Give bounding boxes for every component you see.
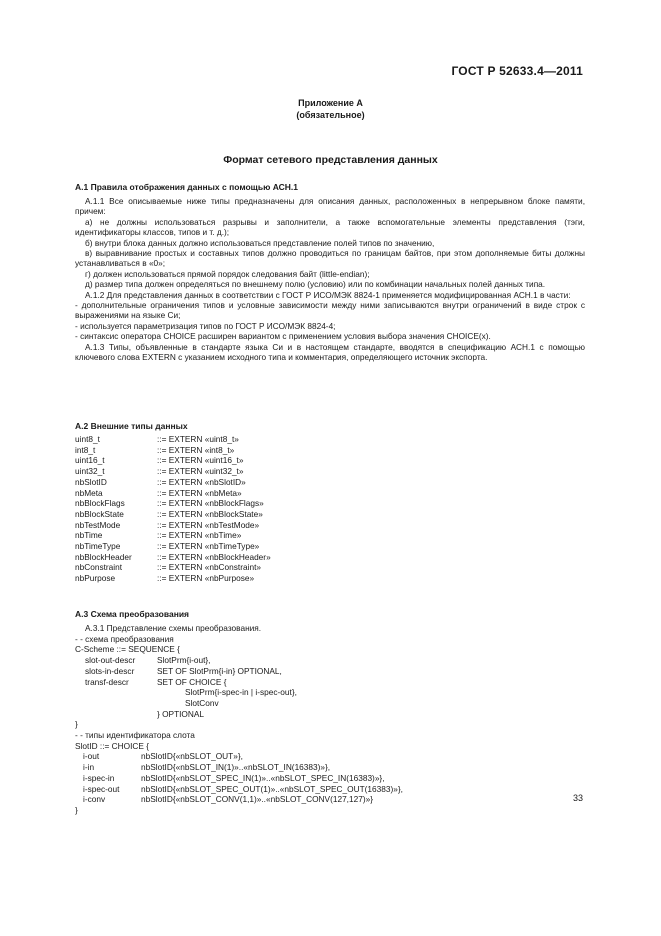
type-name: nbConstraint — [75, 562, 123, 573]
type-name: nbBlockFlags — [75, 498, 125, 509]
type-name: nbTestMode — [75, 519, 121, 530]
external-type-row — [75, 455, 271, 466]
code-field: i-spec-in — [83, 772, 115, 783]
type-name: uint16_t — [75, 455, 105, 466]
type-name: nbBlockState — [75, 508, 124, 519]
type-definition: ::= EXTERN «uint32_t» — [157, 466, 244, 477]
external-type-row — [75, 530, 271, 541]
annex-title: Приложение А — [298, 98, 363, 108]
item-d: д) размер типа должен определяться по внешнему полю (условию) или по комбинации начальных полей данных типа. — [85, 279, 546, 290]
code-intro: А.3.1 Представление схемы преобразования. — [85, 623, 262, 633]
type-definition: ::= EXTERN «nbBlockState» — [157, 508, 263, 519]
type-name: nbBlockHeader — [75, 551, 132, 562]
external-type-row — [75, 562, 271, 573]
type-definition: ::= EXTERN «nbConstraint» — [157, 562, 261, 573]
type-definition: ::= EXTERN «nbTestMode» — [157, 519, 260, 530]
code-value: nbSlotID{«nbSLOT_SPEC_OUT(1)»..«nbSLOT_SPEC_OUT(16383)»}, — [141, 783, 403, 794]
item-g: г) должен использоваться прямой порядок следования байт (little-endian); — [85, 268, 370, 279]
item-b: б) внутри блока данных должно использоваться представление полей типов по значению, — [85, 237, 435, 248]
item-v: в) выравнивание простых и составных типов должно проводиться по границам байтов, при этом дополняемые биты должны устанавливаться в «0»; — [75, 248, 585, 269]
code-line: } — [75, 804, 78, 815]
section-a2-heading: А.2 Внешние типы данных — [75, 421, 188, 431]
type-definition: ::= EXTERN «nbMeta» — [157, 487, 242, 498]
external-type-row — [75, 498, 271, 509]
code-line — [75, 773, 595, 784]
external-type-row — [75, 541, 271, 552]
code-line — [75, 751, 595, 762]
type-name: uint8_t — [75, 434, 100, 444]
code-field: i-conv — [83, 794, 106, 805]
code-field: i-in — [83, 762, 95, 773]
code-field: transf-descr — [85, 676, 129, 687]
type-name: nbTimeType — [75, 541, 121, 552]
type-definition: ::= EXTERN «nbSlotID» — [157, 476, 246, 487]
type-definition: ::= EXTERN «uint16_t» — [157, 455, 244, 466]
code-line: - - типы идентификатора слота — [75, 730, 195, 741]
type-name: nbSlotID — [75, 476, 107, 487]
modification-3: - синтаксис оператора CHOICE расширен вариантом с применением условия выбора значения CHOICE(x). — [75, 331, 491, 342]
external-type-row — [75, 477, 271, 488]
code-value: nbSlotID{«nbSLOT_IN(1)»..«nbSLOT_IN(16383)»}, — [141, 762, 331, 773]
code-field: slot-out-descr — [85, 655, 136, 666]
code-line: SlotID ::= CHOICE { — [75, 740, 150, 751]
modification-1: - дополнительные ограничения типов и условные зависимости между ними записываются внутри ограничений в виде строк с выражениями на языке Си; — [75, 300, 585, 321]
type-name: uint32_t — [75, 466, 105, 477]
paragraph-a1-1: А.1.1 Все описываемые ниже типы предназначены для описания данных, расположенных в непрерывном блоке памяти, причем: — [75, 196, 585, 217]
type-definition: ::= EXTERN «nbTimeType» — [157, 541, 260, 552]
code-line: SlotConv — [185, 697, 219, 708]
type-definition: ::= EXTERN «nbTime» — [157, 530, 242, 541]
code-line: SlotPrm{i-spec-in | i-spec-out}, — [185, 687, 297, 698]
code-line: } — [75, 719, 78, 730]
code-line: } OPTIONAL — [157, 708, 205, 719]
type-definition: ::= EXTERN «uint8_t» — [157, 434, 239, 444]
item-a: а) не должны использоваться разрывы и заполнители, а также вспомогательные элементы представления (тэги, идентификаторы классов, типов и т. д.); — [75, 216, 585, 238]
modification-2: - используется параметризация типов по ГОСТ Р ИСО/МЭК 8824-4; — [75, 320, 336, 331]
conversion-scheme-code — [75, 623, 595, 816]
type-definition: ::= EXTERN «nbBlockFlags» — [157, 498, 264, 509]
paragraph-a1-2: А.1.2 Для представления данных в соответствии с ГОСТ Р ИСО/МЭК 8824-1 применяется модифицированная АСН.1 в части: — [85, 289, 571, 300]
standard-number: ГОСТ Р 52633.4—2011 — [451, 64, 583, 78]
external-type-row — [75, 520, 271, 531]
type-name: nbMeta — [75, 487, 103, 498]
type-definition: ::= EXTERN «nbPurpose» — [157, 573, 255, 584]
code-line: - - схема преобразования — [75, 633, 174, 644]
paragraph-a1-3: А.1.3 Типы, объявленные в стандарте языка Си и в настоящем стандарте, вводятся в спецификацию АСН.1 с помощью ключевого слова EXTERN с указанием исходного типа и комментария, определяющего источник экспорта. — [75, 341, 585, 363]
code-value: nbSlotID{«nbSLOT_SPEC_IN(1)»..«nbSLOT_SPEC_IN(16383)»}, — [141, 772, 385, 783]
section-a3-heading: А.3 Схема преобразования — [75, 609, 190, 619]
page-number: 33 — [572, 793, 583, 803]
external-type-row — [75, 552, 271, 563]
section-a1-heading: А.1 Правила отображения данных с помощью АСН.1 — [75, 182, 298, 192]
type-name: nbPurpose — [75, 573, 116, 584]
code-line — [75, 677, 595, 688]
external-type-row — [75, 488, 271, 499]
code-value: SlotPrm{i-out}, — [157, 655, 211, 666]
code-value: SET OF CHOICE { — [157, 676, 227, 687]
code-line — [75, 666, 595, 677]
type-name: nbTime — [75, 530, 103, 541]
external-type-row — [75, 573, 271, 584]
section-a1-body — [75, 196, 585, 363]
code-value: nbSlotID{«nbSLOT_CONV(1,1)»..«nbSLOT_CONV(127,127)»} — [141, 794, 373, 805]
code-value: SET OF SlotPrm{i-in} OPTIONAL, — [157, 665, 282, 676]
type-name: int8_t — [75, 444, 96, 455]
code-value: nbSlotID{«nbSLOT_OUT»}, — [141, 751, 243, 762]
type-definition: ::= EXTERN «nbBlockHeader» — [157, 551, 271, 562]
type-definition: ::= EXTERN «int8_t» — [157, 444, 235, 455]
code-line — [75, 762, 595, 773]
external-type-row — [75, 466, 271, 477]
external-type-row — [75, 509, 271, 520]
code-line — [75, 794, 595, 805]
document-title: Формат сетевого представления данных — [223, 154, 438, 166]
code-field: i-spec-out — [83, 783, 120, 794]
external-types-list — [75, 434, 271, 584]
external-type-row — [75, 445, 271, 456]
external-type-row — [75, 434, 271, 445]
code-field: i-out — [83, 751, 100, 762]
annex-status: (обязательное) — [296, 110, 365, 120]
code-line — [75, 655, 595, 666]
code-field: slots-in-descr — [85, 665, 135, 676]
code-line: C-Scheme ::= SEQUENCE { — [75, 644, 180, 655]
code-line — [75, 784, 595, 795]
